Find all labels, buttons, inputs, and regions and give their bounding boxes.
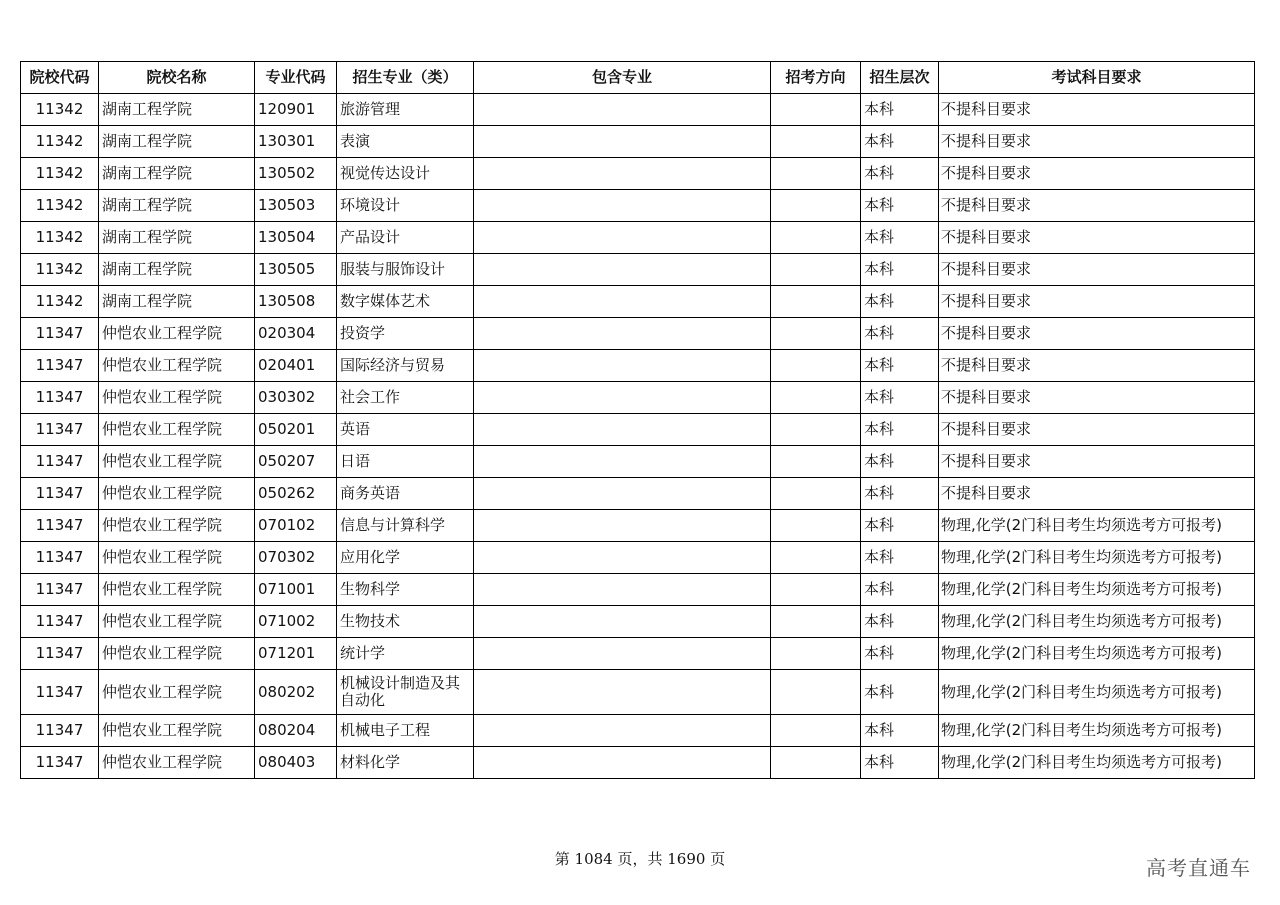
- cell-major-code: 030302: [255, 382, 337, 414]
- cell-school-name: 仲恺农业工程学院: [99, 350, 255, 382]
- cell-direction: [771, 382, 861, 414]
- header-school-code: 院校代码: [21, 62, 99, 94]
- cell-major-code: 071201: [255, 638, 337, 670]
- cell-major: 社会工作: [337, 382, 474, 414]
- cell-major: 材料化学: [337, 747, 474, 779]
- cell-major: 服装与服饰设计: [337, 254, 474, 286]
- cell-school-code: 11347: [21, 574, 99, 606]
- cell-school-name: 仲恺农业工程学院: [99, 414, 255, 446]
- cell-subject-requirement: 物理,化学(2门科目考生均须选考方可报考): [939, 606, 1255, 638]
- cell-direction: [771, 286, 861, 318]
- cell-included-majors: [474, 190, 771, 222]
- table-row: [21, 222, 1255, 254]
- cell-school-name: 湖南工程学院: [99, 286, 255, 318]
- cell-major-code: 080403: [255, 747, 337, 779]
- header-subject-requirement: 考试科目要求: [939, 62, 1255, 94]
- cell-subject-requirement: 物理,化学(2门科目考生均须选考方可报考): [939, 510, 1255, 542]
- cell-major: 英语: [337, 414, 474, 446]
- cell-level: 本科: [861, 126, 939, 158]
- cell-major-code: 020401: [255, 350, 337, 382]
- cell-direction: [771, 715, 861, 747]
- cell-included-majors: [474, 606, 771, 638]
- cell-school-code: 11342: [21, 94, 99, 126]
- cell-level: 本科: [861, 670, 939, 715]
- cell-direction: [771, 446, 861, 478]
- cell-school-code: 11347: [21, 478, 99, 510]
- page-number: 第 1084 页，共 1690 页: [554, 850, 726, 868]
- cell-school-code: 11347: [21, 670, 99, 715]
- cell-major: 产品设计: [337, 222, 474, 254]
- header-direction: 招考方向: [771, 62, 861, 94]
- table-row: [21, 638, 1255, 670]
- cell-level: 本科: [861, 542, 939, 574]
- cell-included-majors: [474, 222, 771, 254]
- cell-major: 表演: [337, 126, 474, 158]
- header-school-name: 院校名称: [99, 62, 255, 94]
- cell-included-majors: [474, 350, 771, 382]
- table-row: [21, 670, 1255, 715]
- cell-school-name: 仲恺农业工程学院: [99, 574, 255, 606]
- cell-level: 本科: [861, 414, 939, 446]
- cell-school-code: 11342: [21, 190, 99, 222]
- cell-included-majors: [474, 542, 771, 574]
- cell-school-code: 11347: [21, 606, 99, 638]
- cell-included-majors: [474, 715, 771, 747]
- cell-included-majors: [474, 574, 771, 606]
- cell-level: 本科: [861, 254, 939, 286]
- cell-school-name: 仲恺农业工程学院: [99, 638, 255, 670]
- table-row: [21, 94, 1255, 126]
- cell-direction: [771, 350, 861, 382]
- cell-school-name: 仲恺农业工程学院: [99, 510, 255, 542]
- cell-direction: [771, 574, 861, 606]
- cell-school-code: 11347: [21, 382, 99, 414]
- header-included-majors: 包含专业: [474, 62, 771, 94]
- cell-subject-requirement: 不提科目要求: [939, 126, 1255, 158]
- cell-school-name: 湖南工程学院: [99, 190, 255, 222]
- cell-included-majors: [474, 478, 771, 510]
- cell-included-majors: [474, 414, 771, 446]
- cell-major-code: 120901: [255, 94, 337, 126]
- table-row: [21, 478, 1255, 510]
- table-header-row: [21, 62, 1255, 94]
- cell-included-majors: [474, 446, 771, 478]
- cell-direction: [771, 126, 861, 158]
- cell-level: 本科: [861, 350, 939, 382]
- cell-direction: [771, 606, 861, 638]
- table-row: [21, 715, 1255, 747]
- cell-school-code: 11342: [21, 158, 99, 190]
- cell-school-code: 11347: [21, 638, 99, 670]
- cell-major: 视觉传达设计: [337, 158, 474, 190]
- table-row: [21, 747, 1255, 779]
- cell-direction: [771, 670, 861, 715]
- cell-school-code: 11347: [21, 747, 99, 779]
- table-body: [21, 94, 1255, 779]
- cell-school-code: 11347: [21, 414, 99, 446]
- cell-major: 数字媒体艺术: [337, 286, 474, 318]
- cell-school-name: 仲恺农业工程学院: [99, 318, 255, 350]
- cell-school-name: 湖南工程学院: [99, 254, 255, 286]
- cell-level: 本科: [861, 190, 939, 222]
- cell-included-majors: [474, 286, 771, 318]
- cell-school-name: 仲恺农业工程学院: [99, 670, 255, 715]
- cell-major-code: 130503: [255, 190, 337, 222]
- cell-major-code: 070102: [255, 510, 337, 542]
- cell-major: 日语: [337, 446, 474, 478]
- cell-level: 本科: [861, 318, 939, 350]
- table-row: [21, 318, 1255, 350]
- cell-major-code: 020304: [255, 318, 337, 350]
- cell-subject-requirement: 物理,化学(2门科目考生均须选考方可报考): [939, 670, 1255, 715]
- cell-level: 本科: [861, 158, 939, 190]
- table-row: [21, 382, 1255, 414]
- cell-school-code: 11347: [21, 715, 99, 747]
- cell-direction: [771, 190, 861, 222]
- cell-school-name: 湖南工程学院: [99, 94, 255, 126]
- cell-major-code: 071001: [255, 574, 337, 606]
- cell-direction: [771, 254, 861, 286]
- cell-school-code: 11347: [21, 542, 99, 574]
- cell-direction: [771, 158, 861, 190]
- cell-major-code: 080204: [255, 715, 337, 747]
- cell-school-code: 11347: [21, 510, 99, 542]
- cell-direction: [771, 747, 861, 779]
- cell-included-majors: [474, 254, 771, 286]
- cell-major: 国际经济与贸易: [337, 350, 474, 382]
- enrollment-table: [20, 61, 1255, 779]
- table-row: [21, 286, 1255, 318]
- cell-school-name: 仲恺农业工程学院: [99, 715, 255, 747]
- cell-school-code: 11347: [21, 446, 99, 478]
- cell-level: 本科: [861, 574, 939, 606]
- cell-major: 生物技术: [337, 606, 474, 638]
- cell-major: 生物科学: [337, 574, 474, 606]
- table-row: [21, 574, 1255, 606]
- cell-major: 机械设计制造及其自动化: [337, 670, 474, 715]
- cell-school-name: 仲恺农业工程学院: [99, 606, 255, 638]
- table-row: [21, 190, 1255, 222]
- cell-school-name: 仲恺农业工程学院: [99, 747, 255, 779]
- cell-school-name: 湖南工程学院: [99, 222, 255, 254]
- cell-major-code: 130505: [255, 254, 337, 286]
- cell-subject-requirement: 不提科目要求: [939, 94, 1255, 126]
- cell-included-majors: [474, 318, 771, 350]
- cell-school-name: 仲恺农业工程学院: [99, 478, 255, 510]
- cell-subject-requirement: 不提科目要求: [939, 478, 1255, 510]
- header-major: 招生专业（类）: [337, 62, 474, 94]
- header-major-code: 专业代码: [255, 62, 337, 94]
- cell-major-code: 050207: [255, 446, 337, 478]
- cell-school-code: 11342: [21, 222, 99, 254]
- cell-included-majors: [474, 382, 771, 414]
- cell-subject-requirement: 物理,化学(2门科目考生均须选考方可报考): [939, 574, 1255, 606]
- cell-direction: [771, 414, 861, 446]
- cell-major: 商务英语: [337, 478, 474, 510]
- cell-major-code: 080202: [255, 670, 337, 715]
- cell-school-code: 11342: [21, 126, 99, 158]
- table-row: [21, 350, 1255, 382]
- table-row: [21, 606, 1255, 638]
- cell-major: 投资学: [337, 318, 474, 350]
- table-row: [21, 542, 1255, 574]
- cell-subject-requirement: 物理,化学(2门科目考生均须选考方可报考): [939, 715, 1255, 747]
- cell-included-majors: [474, 94, 771, 126]
- table-row: [21, 446, 1255, 478]
- cell-subject-requirement: 不提科目要求: [939, 190, 1255, 222]
- cell-subject-requirement: 物理,化学(2门科目考生均须选考方可报考): [939, 638, 1255, 670]
- table-row: [21, 126, 1255, 158]
- cell-major: 信息与计算科学: [337, 510, 474, 542]
- cell-subject-requirement: 不提科目要求: [939, 382, 1255, 414]
- cell-level: 本科: [861, 747, 939, 779]
- cell-included-majors: [474, 158, 771, 190]
- cell-subject-requirement: 不提科目要求: [939, 318, 1255, 350]
- cell-school-code: 11342: [21, 286, 99, 318]
- cell-school-name: 湖南工程学院: [99, 158, 255, 190]
- cell-subject-requirement: 不提科目要求: [939, 446, 1255, 478]
- cell-direction: [771, 318, 861, 350]
- cell-subject-requirement: 不提科目要求: [939, 414, 1255, 446]
- cell-direction: [771, 222, 861, 254]
- cell-level: 本科: [861, 382, 939, 414]
- cell-major-code: 071002: [255, 606, 337, 638]
- cell-subject-requirement: 不提科目要求: [939, 158, 1255, 190]
- cell-major: 应用化学: [337, 542, 474, 574]
- cell-included-majors: [474, 747, 771, 779]
- table-row: [21, 414, 1255, 446]
- cell-direction: [771, 94, 861, 126]
- cell-level: 本科: [861, 510, 939, 542]
- cell-subject-requirement: 不提科目要求: [939, 222, 1255, 254]
- cell-level: 本科: [861, 222, 939, 254]
- cell-subject-requirement: 物理,化学(2门科目考生均须选考方可报考): [939, 747, 1255, 779]
- cell-included-majors: [474, 126, 771, 158]
- header-level: 招生层次: [861, 62, 939, 94]
- cell-level: 本科: [861, 286, 939, 318]
- cell-level: 本科: [861, 94, 939, 126]
- cell-direction: [771, 638, 861, 670]
- cell-major-code: 050262: [255, 478, 337, 510]
- cell-major: 旅游管理: [337, 94, 474, 126]
- cell-school-code: 11342: [21, 254, 99, 286]
- cell-school-name: 湖南工程学院: [99, 126, 255, 158]
- table-row: [21, 510, 1255, 542]
- cell-major-code: 130502: [255, 158, 337, 190]
- cell-subject-requirement: 物理,化学(2门科目考生均须选考方可报考): [939, 542, 1255, 574]
- table-row: [21, 158, 1255, 190]
- cell-level: 本科: [861, 606, 939, 638]
- cell-level: 本科: [861, 446, 939, 478]
- cell-school-name: 仲恺农业工程学院: [99, 382, 255, 414]
- cell-direction: [771, 478, 861, 510]
- cell-major-code: 130504: [255, 222, 337, 254]
- cell-school-code: 11347: [21, 350, 99, 382]
- cell-major: 环境设计: [337, 190, 474, 222]
- cell-major-code: 070302: [255, 542, 337, 574]
- cell-major: 统计学: [337, 638, 474, 670]
- cell-subject-requirement: 不提科目要求: [939, 350, 1255, 382]
- cell-included-majors: [474, 670, 771, 715]
- cell-school-code: 11347: [21, 318, 99, 350]
- cell-level: 本科: [861, 478, 939, 510]
- cell-direction: [771, 542, 861, 574]
- watermark: 高考直通车: [1146, 856, 1251, 880]
- cell-level: 本科: [861, 638, 939, 670]
- cell-major: 机械电子工程: [337, 715, 474, 747]
- cell-major-code: 130508: [255, 286, 337, 318]
- table-row: [21, 254, 1255, 286]
- cell-school-name: 仲恺农业工程学院: [99, 542, 255, 574]
- cell-level: 本科: [861, 715, 939, 747]
- cell-included-majors: [474, 510, 771, 542]
- cell-subject-requirement: 不提科目要求: [939, 254, 1255, 286]
- cell-included-majors: [474, 638, 771, 670]
- cell-subject-requirement: 不提科目要求: [939, 286, 1255, 318]
- cell-direction: [771, 510, 861, 542]
- cell-school-name: 仲恺农业工程学院: [99, 446, 255, 478]
- cell-major-code: 130301: [255, 126, 337, 158]
- cell-major-code: 050201: [255, 414, 337, 446]
